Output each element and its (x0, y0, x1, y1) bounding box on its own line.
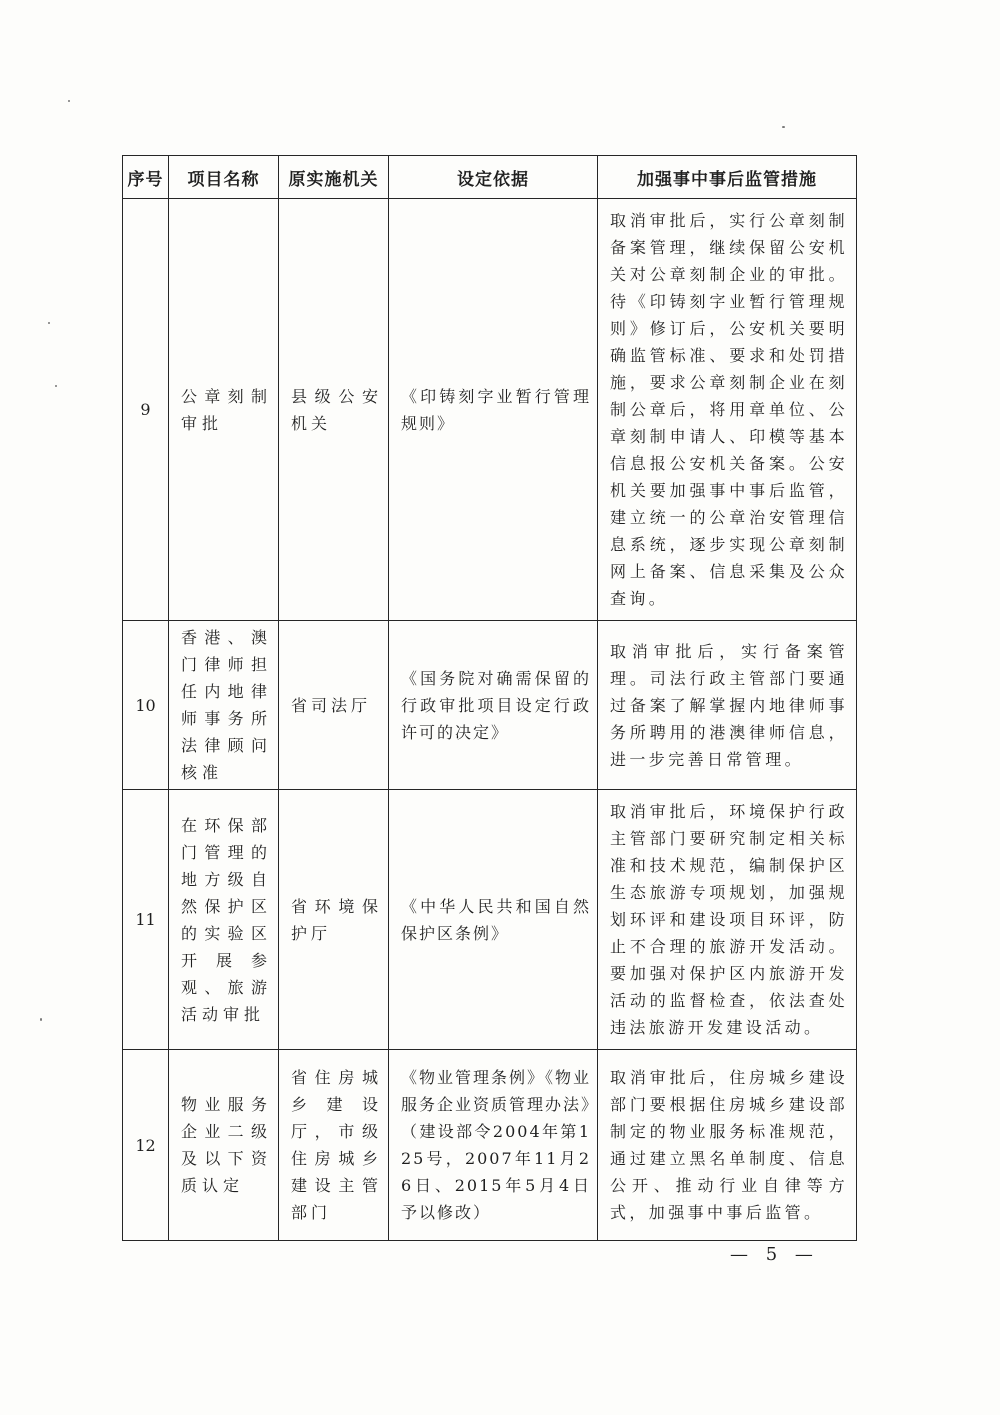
row-original-agency-text: 县级公安机关 (291, 386, 382, 433)
row-legal-basis (389, 1050, 598, 1241)
row-original-agency (279, 621, 389, 790)
table-row (123, 790, 857, 1050)
row-seq: 9 (123, 199, 169, 621)
row-item-name (169, 199, 279, 621)
row-original-agency-text: 省环境保护厅 (291, 896, 382, 943)
row-original-agency-text: 省司法厅 (291, 695, 372, 715)
row-item-name (169, 621, 279, 790)
row-item-name (169, 790, 279, 1050)
header-original-agency: 原实施机关 (279, 156, 389, 199)
row-seq: 10 (123, 621, 169, 790)
table-row (123, 621, 857, 790)
row-legal-basis (389, 790, 598, 1050)
row-item-name-text: 公章刻制审批 (181, 386, 272, 433)
regulation-table (122, 155, 857, 1241)
row-supervision-measures-text: 取消审批后，住房城乡建设部门要根据住房城乡建设部制定的物业服务标准规范，通过建立黑名单制度、信息公开、推动行业自律等方式，加强事中事后监管。 (610, 1068, 848, 1222)
row-supervision-measures (598, 199, 857, 621)
scan-speck (55, 385, 57, 387)
scan-speck (40, 1018, 42, 1021)
row-item-name-text: 在环保部门管理的地方级自然保护区的实验区开展参观、旅游活动审批 (181, 815, 272, 1024)
row-seq: 11 (123, 790, 169, 1050)
row-item-name-text: 香港、澳门律师担任内地律师事务所法律顾问核准 (181, 628, 272, 782)
row-original-agency (279, 199, 389, 621)
row-supervision-measures-text: 取消审批后，实行公章刻制备案管理，继续保留公安机关对公章刻制企业的审批。待《印铸刻字业暂行管理规则》修订后，公安机关要明确监管标准、要求和处罚措施，要求公章刻制企业在刻制公章后，将用章单位、公章刻制申请人、印模等基本信息报公安机关备案。公安机关要加强事中事后监管，建立统一的公章治安管理信息系统，逐步实现公章刻制网上备案、信息采集及公众查询。 (610, 211, 848, 608)
row-supervision-measures-text: 取消审批后，环境保护行政主管部门要研究制定相关标准和技术规范，编制保护区生态旅游专项规划，加强规划环评和建设项目环评，防止不合理的旅游开发活动。要加强对保护区内旅游开发活动的监督检查，依法查处违法旅游开发建设活动。 (610, 802, 848, 1037)
row-legal-basis-text: 《国务院对确需保留的行政审批项目设定行政许可的决定》 (401, 668, 591, 742)
scan-speck (782, 126, 785, 128)
row-original-agency (279, 790, 389, 1050)
scan-speck (48, 322, 50, 324)
row-seq: 12 (123, 1050, 169, 1241)
row-legal-basis (389, 199, 598, 621)
row-supervision-measures (598, 621, 857, 790)
row-original-agency-text: 省住房城乡建设厅，市级住房城乡建设主管部门 (291, 1068, 382, 1222)
row-legal-basis (389, 621, 598, 790)
table-header-row (123, 156, 857, 199)
row-supervision-measures (598, 790, 857, 1050)
table-row (123, 1050, 857, 1241)
scan-speck (68, 100, 70, 102)
header-seq: 序号 (123, 156, 169, 199)
header-legal-basis: 设定依据 (389, 156, 598, 199)
row-supervision-measures-text: 取消审批后，实行备案管理。司法行政主管部门要通过备案了解掌握内地律师事务所聘用的港澳律师信息，进一步完善日常管理。 (610, 641, 848, 769)
table-row (123, 199, 857, 621)
header-item-name: 项目名称 (169, 156, 279, 199)
page-number: — 5 — (730, 1244, 819, 1265)
row-legal-basis-text: 《中华人民共和国自然保护区条例》 (401, 896, 591, 943)
row-supervision-measures (598, 1050, 857, 1241)
row-original-agency (279, 1050, 389, 1241)
row-item-name (169, 1050, 279, 1241)
row-legal-basis-text: 《印铸刻字业暂行管理规则》 (401, 386, 591, 433)
header-supervision-measures: 加强事中事后监管措施 (598, 156, 857, 199)
row-legal-basis-text: 《物业管理条例》《物业服务企业资质管理办法》（建设部令2004年第125号，2007年11月26日、2015年5月4日予以修改） (401, 1068, 592, 1222)
row-item-name-text: 物业服务企业二级及以下资质认定 (181, 1095, 272, 1195)
